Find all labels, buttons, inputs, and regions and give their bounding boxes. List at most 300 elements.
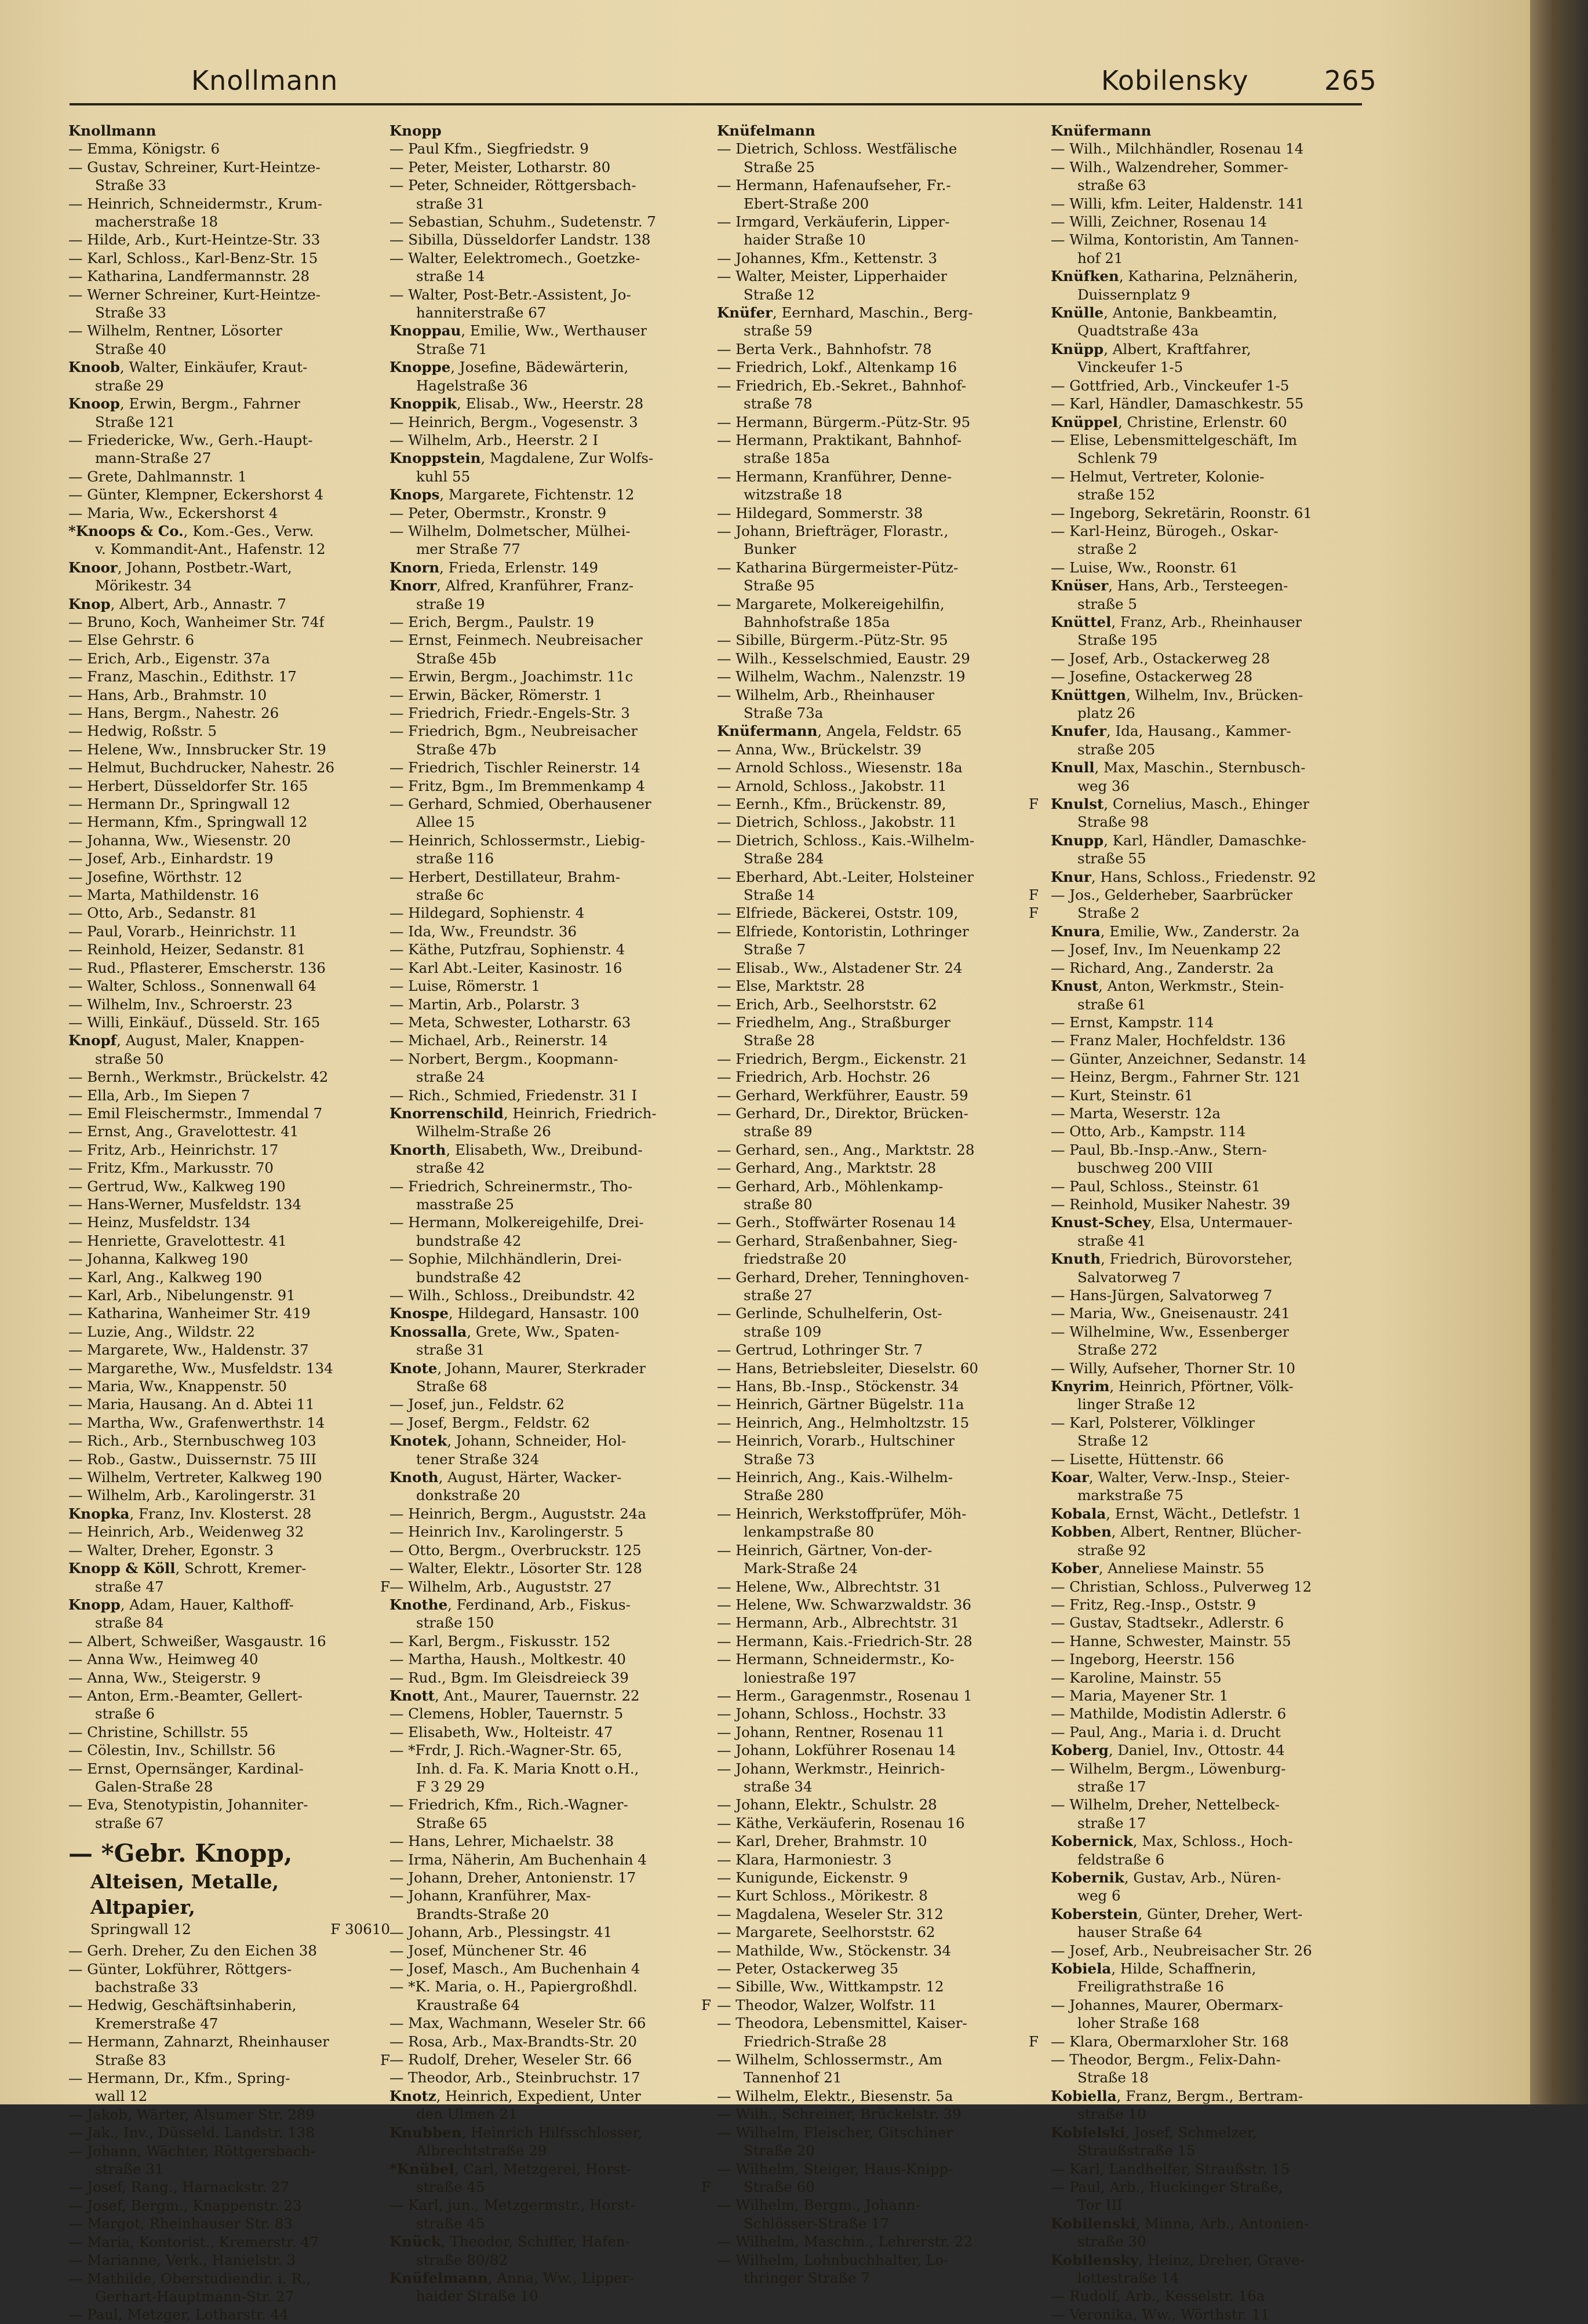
surname: Kobilensky (1051, 2251, 1139, 2268)
directory-entry (717, 1760, 1039, 1778)
entry-phone-mark (1035, 1486, 1039, 1504)
entry-text: Quadtstraße 43a (1077, 322, 1199, 340)
entry-phone-mark (708, 995, 711, 1013)
entry-text: — Berta Verk., Bahnhofstr. 78 (717, 340, 932, 357)
entry-details: , Albert, Arb., Annastr. 7 (110, 595, 286, 612)
entry-text: straße 27 (744, 1287, 813, 1304)
entry-phone-mark (1035, 486, 1039, 504)
entry-phone-mark (708, 667, 711, 685)
directory-entry (717, 1960, 1039, 1978)
entry-text: Tor III (1077, 2197, 1123, 2214)
entry-phone-mark (1035, 286, 1039, 304)
entry-text (1051, 1250, 1293, 1268)
directory-entry (717, 740, 1039, 758)
entry-phone-mark (1369, 2160, 1372, 2178)
entry-text: — Maria, Ww., Eckershorst 4 (68, 504, 278, 521)
directory-entry (717, 1304, 1039, 1322)
entry-continuation (389, 1760, 711, 1778)
directory-entry (1051, 140, 1372, 158)
entry-phone-mark (708, 267, 711, 285)
entry-continuation (1051, 2141, 1372, 2159)
entry-text: Straße 40 (95, 340, 166, 357)
directory-entry (717, 758, 1039, 776)
directory-entry (68, 1760, 390, 1778)
directory-entry (717, 777, 1039, 795)
directory-entry (1051, 1523, 1372, 1541)
directory-entry (68, 777, 390, 795)
entry-phone-mark (708, 1923, 711, 1941)
directory-entry (717, 1905, 1039, 1923)
entry-text: straße 29 (95, 377, 164, 394)
entry-text: — Josef, Masch., Am Buchenhain 4 (389, 1960, 640, 1978)
entry-phone-mark (1369, 2287, 1372, 2305)
entry-phone-mark (1369, 922, 1372, 940)
entry-text: — Wilhelm, Vertreter, Kalkweg 190 (68, 1469, 322, 1486)
entry-text: loher Straße 168 (1077, 2015, 1200, 2032)
entry-text: — Johann, Schloss., Hochstr. 33 (717, 1705, 946, 1723)
surname: Knorrenschild (389, 1104, 504, 1122)
entry-text: — Theodor, Walzer, Wolfstr. 11 (717, 1996, 937, 2013)
entry-text: — Gerhard, Dreher, Tenninghoven- (717, 1268, 969, 1286)
entry-phone-mark (708, 2087, 711, 2105)
directory-entry (68, 1632, 390, 1650)
entry-phone-mark (1035, 667, 1039, 685)
entry-text (717, 722, 962, 740)
directory-entry (68, 977, 390, 995)
directory-entry (389, 1650, 711, 1668)
entry-text: — Martha, Haush., Moltkestr. 40 (389, 1651, 627, 1668)
entry-phone-mark (1369, 1705, 1372, 1723)
entry-text (1051, 686, 1303, 704)
surname: Knüppel (1051, 413, 1119, 430)
entry-text: Straße 33 (95, 304, 166, 322)
entry-text: — Else, Marktstr. 28 (717, 977, 865, 995)
entry-text (389, 2269, 633, 2287)
entry-details: , Johann, Postbetr.-Wart, (117, 559, 292, 576)
directory-entry (389, 1141, 711, 1159)
entry-phone-mark (1035, 577, 1039, 594)
entry-phone-mark (708, 1323, 711, 1341)
advertisement (68, 1838, 390, 1938)
entry-text: — Rich., Arb., Sternbuschweg 103 (68, 1432, 316, 1450)
directory-entry (68, 1996, 390, 2014)
entry-phone-mark (708, 1723, 711, 1741)
directory-entry (717, 1723, 1039, 1741)
entry-text (389, 1141, 643, 1159)
directory-entry (1051, 1250, 1372, 1268)
directory-entry (389, 1669, 711, 1687)
directory-entry (1051, 304, 1372, 322)
directory-entry (717, 2196, 1039, 2214)
entry-text (1051, 868, 1316, 886)
surname: Koberstein (1051, 1905, 1138, 1922)
entry-details: , Wilhelm, Inv., Brücken- (1126, 686, 1303, 703)
directory-entry (717, 1377, 1039, 1395)
entry-continuation (389, 1195, 711, 1213)
entry-phone-mark (1369, 195, 1372, 213)
directory-entry (389, 1286, 711, 1304)
directory-entry (389, 777, 711, 795)
directory-entry (1051, 1013, 1372, 1031)
entry-text: — Hedwig, Geschäftsinhaberin, (68, 1997, 297, 2014)
entry-text: — Gerhard, sen., Ang., Marktstr. 28 (717, 1141, 975, 1158)
entry-text: — Anton, Erm.-Beamter, Gellert- (68, 1687, 303, 1704)
entry-phone-mark (1369, 2141, 1372, 2159)
entry-continuation (389, 1377, 711, 1395)
directory-entry (68, 813, 390, 831)
entry-phone-mark (708, 1687, 711, 1705)
entry-text: straße 80 (744, 1195, 813, 1213)
entry-phone-mark (708, 1104, 711, 1122)
entry-continuation (1051, 2068, 1372, 2086)
entry-phone-mark (1369, 2087, 1372, 2105)
directory-entry (389, 977, 711, 995)
entry-continuation (1051, 1159, 1372, 1177)
entry-continuation (717, 231, 1039, 249)
entry-continuation (68, 304, 390, 322)
entry-phone-mark (1035, 231, 1039, 249)
directory-entry (1051, 395, 1372, 413)
entry-continuation (717, 540, 1039, 558)
entry-text: — Fritz, Arb., Heinrichstr. 17 (68, 1141, 279, 1158)
entry-phone-mark (708, 1887, 711, 1905)
entry-text: — Marta, Weserstr. 12a (1051, 1104, 1221, 1122)
entry-continuation (68, 1578, 390, 1596)
entry-phone-mark (708, 1851, 711, 1869)
entry-continuation (1051, 358, 1372, 376)
directory-entry (1051, 377, 1372, 395)
directory-entry (68, 1141, 390, 1159)
entry-text (389, 1687, 640, 1705)
entry-text: — Hans, Bb.-Insp., Stöckenstr. 34 (717, 1378, 959, 1395)
entry-phone-mark (1369, 2214, 1372, 2232)
directory-entry (717, 1741, 1039, 1759)
entry-text: straße 152 (1077, 486, 1156, 504)
entry-text: — Hans, Bergm., Nahestr. 26 (68, 705, 279, 721)
entry-text: — Josef, Bergm., Knappenstr. 23 (68, 2197, 302, 2214)
directory-entry (1051, 1304, 1372, 1322)
entry-continuation (389, 2214, 711, 2232)
entry-phone-mark (1369, 1068, 1372, 1086)
entry-text (389, 2124, 642, 2141)
directory-entry (1051, 413, 1372, 431)
entry-phone-mark (708, 868, 711, 886)
entry-text: — Gerhard, Dr., Direktor, Brücken- (717, 1104, 968, 1122)
directory-entry (1051, 2178, 1372, 2196)
surname: Knorn (389, 559, 440, 576)
entry-details: , Heinrich, Friedrich- (503, 1104, 657, 1122)
entry-text: straße 24 (416, 1068, 485, 1086)
directory-entry (717, 2105, 1039, 2123)
directory-entry (1051, 1669, 1372, 1687)
directory-entry (68, 1286, 390, 1304)
entry-text: — Walter, Eelektromech., Goetzke- (389, 249, 640, 267)
surname: Knorr (389, 577, 437, 594)
directory-entry (717, 1141, 1039, 1159)
entry-text: — Heinz, Musfeldstr. 134 (68, 1214, 251, 1231)
entry-phone-mark (708, 1050, 711, 1068)
entry-text: — Dietrich, Schloss., Kais.-Wilhelm- (717, 831, 975, 849)
entry-text: mer Straße 77 (416, 541, 521, 558)
entry-text: — Paul Kfm., Siegfriedstr. 9 (389, 140, 589, 158)
entry-phone-mark (1035, 1778, 1039, 1796)
entry-text (1051, 613, 1302, 631)
directory-entry (389, 2068, 711, 2086)
entry-continuation (717, 1286, 1039, 1304)
directory-entry (1051, 886, 1372, 904)
directory-entry (68, 995, 390, 1013)
entry-phone-mark (1369, 2014, 1372, 2032)
entry-text: witzstraße 18 (744, 486, 843, 504)
directory-entry (389, 904, 711, 922)
surname: Knupp (1051, 831, 1104, 849)
entry-phone-mark (708, 849, 711, 867)
entry-text: — Fritz, Reg.-Insp., Oststr. 9 (1051, 1596, 1256, 1613)
entry-text: — Luise, Ww., Roonstr. 61 (1051, 559, 1239, 576)
entry-phone-mark (1035, 1159, 1039, 1177)
entry-phone-mark (1369, 650, 1372, 667)
directory-entry (717, 377, 1039, 395)
entry-phone-mark (1035, 758, 1039, 776)
surname: Knüser (1051, 577, 1109, 594)
entry-continuation (68, 176, 390, 194)
entry-phone-mark (1035, 2124, 1039, 2141)
directory-entry (717, 413, 1039, 431)
entry-continuation (1051, 1851, 1372, 1869)
entry-phone-mark (708, 595, 711, 613)
directory-entry (717, 1468, 1039, 1486)
directory-entry (1051, 1905, 1372, 1923)
entry-text (1051, 2124, 1257, 2141)
entry-text: Albrechtstraße 29 (416, 2142, 547, 2159)
directory-entry (68, 158, 390, 176)
directory-entry (717, 795, 1039, 813)
entry-text: — Wilh., Milchhändler, Rosenau 14 (1051, 140, 1304, 158)
entry-phone-mark (1035, 1031, 1039, 1049)
entry-phone-mark (1035, 1341, 1039, 1359)
entry-phone-mark (1035, 1050, 1039, 1068)
entry-phone-mark (1369, 1869, 1372, 1887)
directory-entry (68, 1796, 390, 1814)
entry-text: straße 116 (416, 850, 494, 867)
directory-entry (389, 2014, 711, 2032)
surname: Knura (1051, 922, 1101, 940)
entry-phone-mark (1035, 940, 1039, 958)
entry-continuation (717, 2178, 1039, 2196)
entry-phone-mark (708, 813, 711, 831)
directory-entry (389, 1086, 711, 1104)
surname: Knopf (68, 1032, 117, 1049)
entry-text: straße 47 (95, 1578, 164, 1595)
entry-phone-mark (1035, 468, 1039, 486)
surname: Knott (389, 1687, 435, 1704)
directory-entry (717, 1996, 1039, 2014)
directory-entry (717, 667, 1039, 685)
entry-text: straße 2 (1077, 541, 1137, 558)
entry-continuation (717, 1122, 1039, 1140)
directory-entry (717, 977, 1039, 995)
directory-entry (1051, 940, 1372, 958)
entry-details: , Walter, Einkäufer, Kraut- (119, 359, 308, 376)
entry-phone-mark (1369, 1359, 1372, 1377)
entry-text: — Wilh., Schloss., Dreibundstr. 42 (389, 1287, 636, 1304)
entry-text: — Friedrich, Bergm., Eickenstr. 21 (717, 1050, 968, 1067)
directory-entry (1051, 340, 1372, 358)
entry-continuation (68, 2015, 390, 2033)
entry-text: — Friedericke, Ww., Gerh.-Haupt- (68, 431, 313, 448)
entry-text: — Gottfried, Arb., Vinckeufer 1-5 (1051, 377, 1290, 394)
entry-continuation (1051, 1887, 1372, 1905)
entry-phone-mark (1035, 686, 1039, 704)
directory-entry (68, 1068, 390, 1086)
directory-entry (717, 140, 1039, 158)
entry-phone-mark (1369, 2251, 1372, 2269)
entry-text: — Paul, Metzger, Lotharstr. 44 (68, 2306, 289, 2323)
entry-continuation (389, 195, 711, 213)
entry-continuation (389, 468, 711, 486)
surname: Knüfelmann (389, 2269, 488, 2286)
ad-business-line: Alteisen, Metalle, Altpapier, (90, 1870, 279, 1919)
entry-text: — Heinrich, Arb., Weidenweg 32 (68, 1523, 304, 1541)
entry-text: — Hildegard, Sommerstr. 38 (717, 504, 923, 521)
directory-entry (389, 2051, 711, 2068)
directory-entry (68, 1395, 390, 1413)
entry-text: — Sibille, Ww., Wittkampstr. 12 (717, 1978, 944, 1995)
entry-phone-mark (1369, 1250, 1372, 1268)
entry-text: — Hanne, Schwester, Mainstr. 55 (1051, 1632, 1291, 1650)
column-3 (717, 122, 1039, 2287)
entry-continuation (389, 813, 711, 831)
directory-entry (1051, 1323, 1372, 1341)
entry-text (389, 395, 643, 413)
entry-text: — Karl, Landhelfer, Straußstr. 15 (1051, 2160, 1290, 2177)
entry-continuation (389, 1122, 711, 1140)
directory-entry (389, 1796, 711, 1814)
entry-phone-mark (708, 1250, 711, 1268)
entry-text: Straße 7 (744, 941, 806, 958)
directory-entry (389, 1104, 711, 1122)
entry-details: , Franz, Arb., Rheinhauser (1111, 613, 1302, 630)
entry-phone-mark (1369, 2068, 1372, 2086)
entry-details: , Ant., Maurer, Tauernstr. 22 (435, 1687, 640, 1704)
entry-continuation (1051, 1432, 1372, 1450)
directory-entry (717, 1159, 1039, 1177)
entry-text: Hagelstraße 36 (416, 377, 528, 394)
entry-text: Straße 95 (744, 577, 815, 594)
entry-text: — Günter, Anzeichner, Sedanstr. 14 (1051, 1050, 1306, 1067)
ad-address-line (68, 1920, 390, 1938)
entry-phone-mark (708, 2251, 711, 2269)
entry-phone-mark (1035, 1286, 1039, 1304)
directory-entry (1051, 1705, 1372, 1723)
entry-text: kuhl 55 (416, 468, 471, 485)
entry-phone-mark (708, 140, 711, 158)
entry-continuation (717, 322, 1039, 340)
entry-text: — Walter, Dreher, Egonstr. 3 (68, 1541, 274, 1559)
directory-entry (717, 686, 1039, 704)
directory-entry (717, 1869, 1039, 1887)
entry-text: — Rud., Bgm. Im Gleisdreieck 39 (389, 1669, 629, 1686)
entry-phone-mark (1369, 504, 1372, 522)
entry-continuation (1051, 540, 1372, 558)
entry-text (389, 122, 442, 140)
entry-phone-mark (708, 904, 711, 922)
directory-entry (1051, 2051, 1372, 2068)
directory-entry (389, 1942, 711, 1960)
entry-text: Straße 45b (416, 650, 497, 667)
entry-phone-mark (1369, 322, 1372, 340)
entry-text: — Josefine, Wörthstr. 12 (68, 868, 242, 885)
entry-phone-mark (1369, 1687, 1372, 1705)
directory-entry (1051, 1942, 1372, 1960)
entry-continuation (1051, 813, 1372, 831)
entry-phone-mark (1369, 158, 1372, 176)
entry-phone-mark (708, 1650, 711, 1668)
entry-text: — Paul, Bb.-Insp.-Anw., Stern- (1051, 1141, 1267, 1158)
surname: Knopp (389, 122, 442, 139)
entry-continuation (389, 1268, 711, 1286)
directory-entry (68, 1086, 390, 1104)
directory-entry (1051, 504, 1372, 522)
entry-continuation (1051, 740, 1372, 758)
directory-entry (389, 686, 711, 704)
entry-details: , Elisab., Ww., Heerstr. 28 (457, 395, 644, 413)
entry-text: Straße 12 (744, 286, 815, 303)
entry-text: — Rosa, Arb., Max-Brandts-Str. 20 (389, 2033, 637, 2050)
directory-entry (717, 358, 1039, 376)
directory-entry (68, 1031, 390, 1049)
entry-continuation (68, 2087, 390, 2105)
entry-text: Mörikestr. 34 (95, 577, 192, 594)
entry-text (1051, 1377, 1294, 1395)
entry-text: — Johann, Rentner, Rosenau 11 (717, 1723, 945, 1741)
entry-phone-mark (708, 1705, 711, 1723)
entry-text: — Friedrich, Friedr.-Engels-Str. 3 (389, 705, 630, 721)
surname: Knote (389, 1359, 438, 1377)
directory-entry (389, 1978, 711, 1995)
entry-phone-mark (1035, 1468, 1039, 1486)
entry-text: — Heinrich, Schlossermstr., Liebig- (389, 831, 645, 849)
directory-entry (717, 2251, 1039, 2269)
entry-phone-mark (708, 2068, 711, 2086)
directory-entry (717, 2160, 1039, 2178)
surname: Knüttgen (1051, 686, 1127, 703)
entry-continuation (1051, 777, 1372, 795)
directory-entry (1051, 1996, 1372, 2014)
entry-text: straße 41 (1077, 1232, 1146, 1249)
entry-phone-mark (1369, 2124, 1372, 2141)
directory-entry (389, 722, 711, 740)
entry-text (1051, 1741, 1285, 1759)
entry-phone-mark (1369, 1996, 1372, 2014)
directory-entry (389, 868, 711, 886)
directory-entry (389, 522, 711, 540)
directory-entry (717, 904, 1039, 922)
entry-text: — Elisabeth, Ww., Holteistr. 47 (389, 1723, 613, 1741)
entry-phone-mark (1035, 1687, 1039, 1705)
entry-phone-mark (1369, 1141, 1372, 1159)
directory-entry (68, 2197, 390, 2214)
entry-phone-mark (1035, 1195, 1039, 1213)
directory-entry (68, 1250, 390, 1268)
entry-phone-mark (1035, 140, 1039, 158)
entry-details: , Carl, Metzgerei, Horst- (454, 2160, 631, 2177)
entry-text: straße 61 (1077, 995, 1146, 1013)
directory-entry (389, 959, 711, 977)
surname: Kobernick (1051, 1833, 1133, 1850)
directory-entry (389, 1304, 711, 1322)
directory-entry (389, 358, 711, 376)
